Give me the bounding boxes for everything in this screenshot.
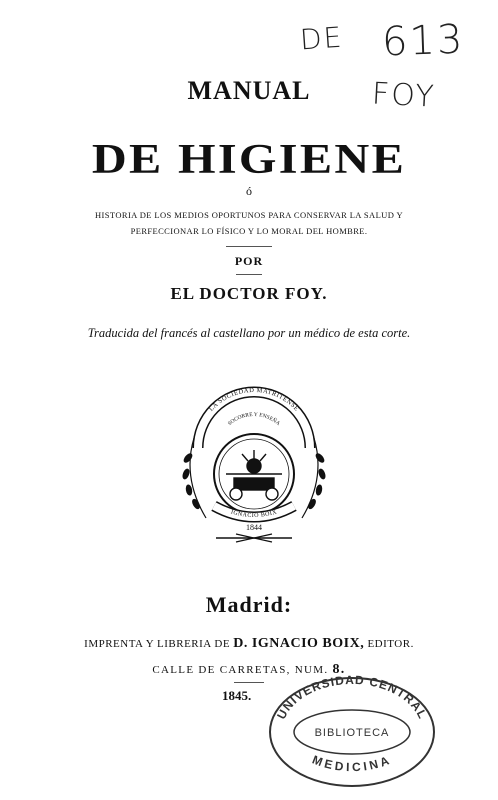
author-name: EL DOCTOR FOY. — [170, 284, 328, 303]
stamp-inner-text: BIBLIOTECA — [314, 727, 390, 739]
printer-name: D. IGNACIO BOIX, — [233, 636, 365, 651]
byline-label: POR — [234, 254, 264, 268]
seal-top-ribbon-text: LA SOCIEDAD MATRITENSE — [207, 386, 301, 413]
handwritten-author-name: FOY — [371, 76, 437, 115]
printer-prefix: IMPRENTA Y LIBRERIA DE — [84, 638, 231, 650]
printer-seal-emblem — [176, 378, 332, 554]
stamp-top-text: UNIVERSIDAD CENTRAL — [274, 672, 430, 722]
title-line-2: DE HIGIENE — [91, 137, 407, 183]
handwritten-shelf-number: 613 — [381, 16, 466, 66]
seal-year: 1844 — [246, 523, 262, 532]
title-line-1: MANUAL — [187, 76, 311, 105]
stamp-bottom-text: MEDICINA — [310, 752, 394, 775]
divider-rule — [226, 246, 272, 247]
address-number: 8. — [332, 662, 346, 677]
imprint-printer-line — [0, 636, 498, 652]
handwritten-prefix: DE — [298, 20, 345, 57]
subtitle-line-1: HISTORIA DE LOS MEDIOS OPORTUNOS PARA CONSERVAR LA SALUD Y — [95, 210, 403, 220]
publication-year: 1845. — [222, 688, 252, 703]
subtitle-line-2: PERFECCIONAR LO FÍSICO Y LO MORAL DEL HOMBRE. — [130, 226, 368, 236]
library-stamp — [266, 672, 438, 788]
translation-note: Traducida del francés al castellano por un médico de esta corte. — [87, 326, 411, 340]
title-conjunction: ó — [246, 184, 252, 198]
seal-bottom-ribbon-text: IGNACIO BOIX — [230, 509, 278, 520]
imprint-city: Madrid: — [205, 592, 293, 617]
printer-suffix: EDITOR. — [367, 638, 414, 650]
address-prefix: CALLE DE CARRETAS, NUM. — [152, 664, 329, 676]
divider-rule-bottom — [234, 682, 264, 683]
divider-rule-small — [236, 274, 262, 275]
seal-banner-text: SOCORRE Y ENSEÑA — [227, 411, 281, 428]
